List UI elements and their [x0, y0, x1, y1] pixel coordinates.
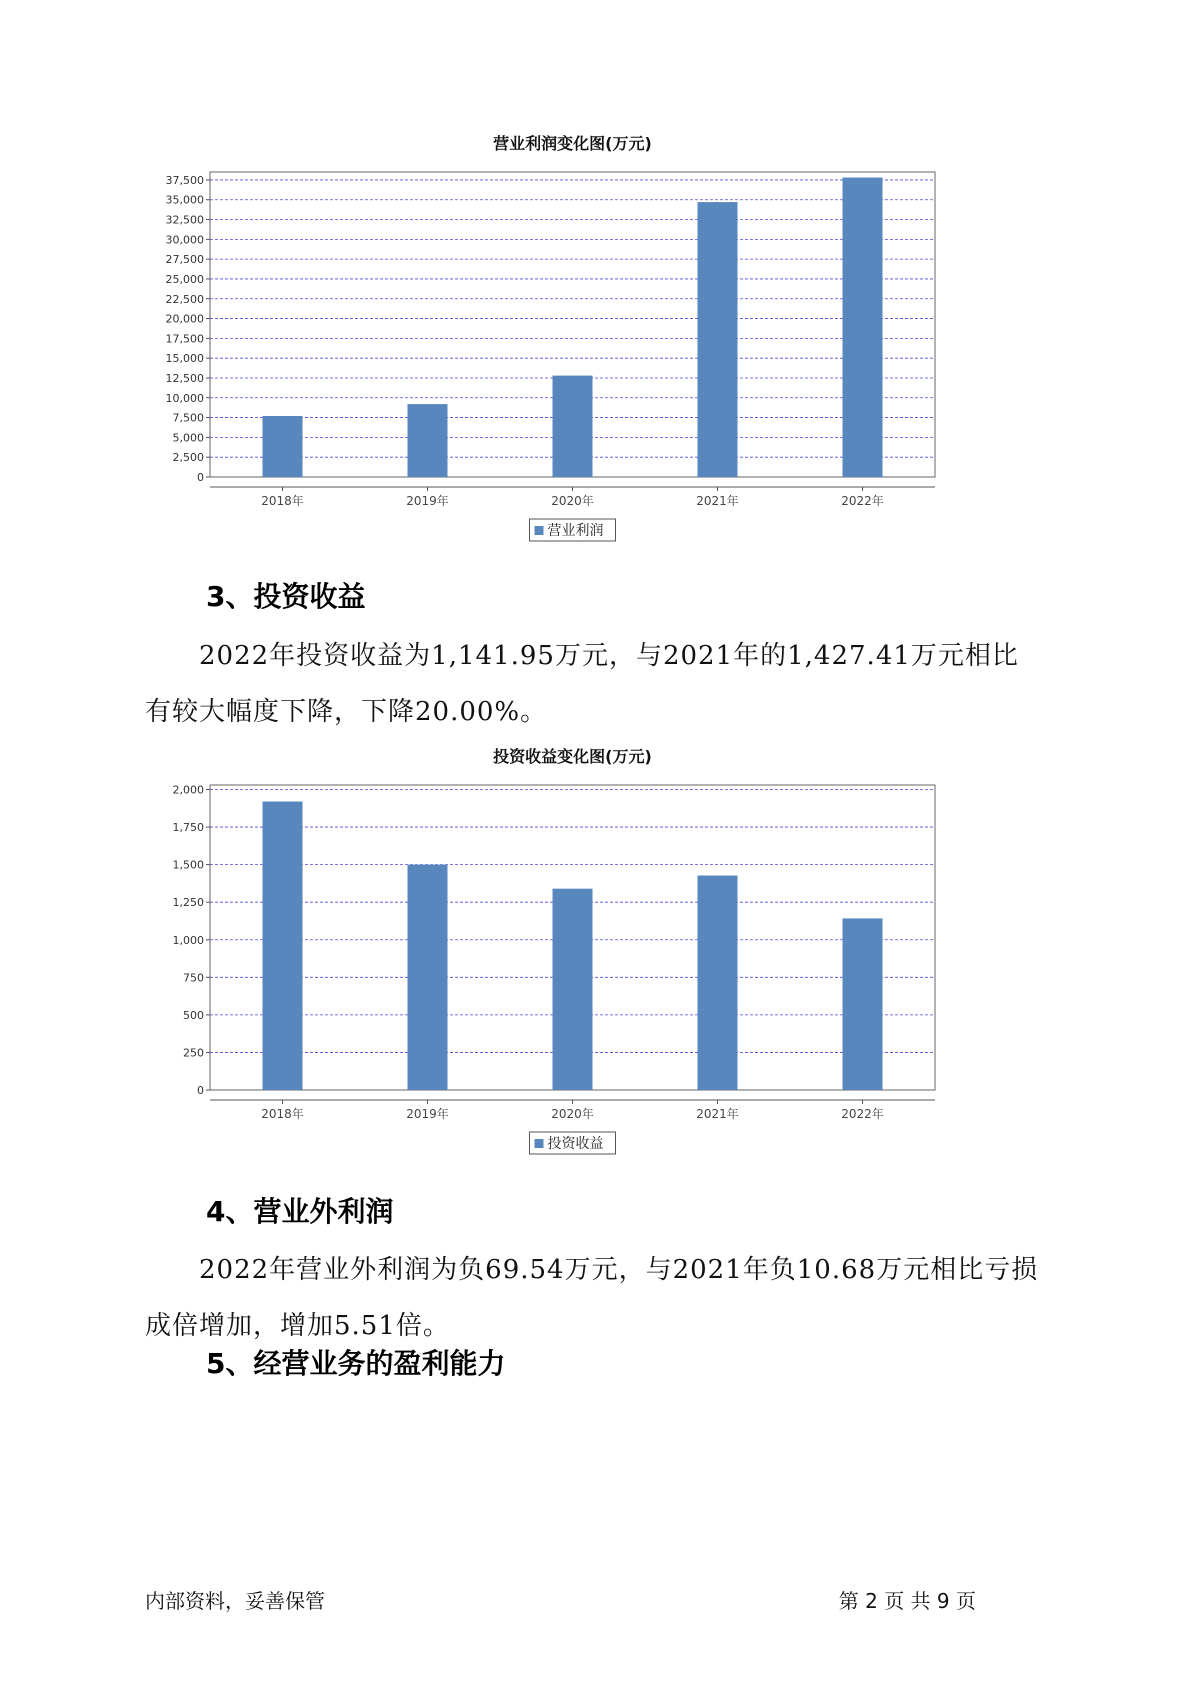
footer-confidential-note: 内部资料，妥善保管 — [145, 1589, 325, 1613]
footer-page-number: 第 2 页 共 9 页 — [838, 1589, 976, 1613]
x-tick-label: 2020年 — [551, 1107, 594, 1121]
bar-2021年 — [698, 202, 738, 477]
section-heading-business-profitability: 5、经营业务的盈利能力 — [206, 1347, 506, 1380]
y-tick-label: 0 — [197, 1084, 204, 1097]
x-tick-label: 2019年 — [406, 1107, 449, 1121]
bar-2022年 — [843, 178, 883, 477]
x-tick-label: 2022年 — [841, 1107, 884, 1121]
non-operating-profit-paragraph: 2022年营业外利润为负69.54万元，与2021年负10.68万元相比亏损成倍增加，增加5.51倍。 — [145, 1255, 1039, 1341]
y-tick-label: 37,500 — [165, 173, 204, 187]
x-tick-label: 2022年 — [841, 494, 884, 508]
bar-2018年 — [263, 416, 303, 477]
investment-income-paragraph: 2022年投资收益为1,141.95万元，与2021年的1,427.41万元相比有较大幅度下降，下降20.00%。 — [145, 641, 1019, 727]
legend-label: 营业利润 — [547, 523, 604, 539]
y-tick-label: 1,750 — [172, 821, 204, 835]
y-tick-label: 500 — [183, 1008, 204, 1022]
legend — [530, 1132, 616, 1154]
section-heading-non-operating-profit: 4、营业外利润 — [206, 1195, 394, 1228]
x-tick-label: 2020年 — [551, 494, 594, 508]
bar-2018年 — [263, 802, 303, 1090]
y-tick-label: 20,000 — [165, 312, 204, 326]
y-tick-label: 17,500 — [165, 332, 204, 346]
y-tick-label: 0 — [197, 471, 204, 484]
bar-2020年 — [553, 376, 593, 477]
section-heading-investment-income: 3、投资收益 — [206, 580, 366, 613]
y-tick-label: 5,000 — [172, 431, 204, 445]
bar-2021年 — [698, 876, 738, 1090]
y-tick-label: 15,000 — [165, 352, 204, 366]
bar-2019年 — [408, 865, 448, 1090]
y-tick-label: 35,000 — [165, 193, 204, 207]
y-tick-label: 12,500 — [165, 371, 204, 385]
legend-label: 投资收益 — [547, 1136, 604, 1152]
x-tick-label: 2021年 — [696, 1107, 739, 1121]
y-tick-label: 30,000 — [165, 233, 204, 247]
bar-2022年 — [843, 918, 883, 1090]
y-tick-label: 32,500 — [165, 213, 204, 227]
bar-2020年 — [553, 889, 593, 1090]
y-tick-label: 25,000 — [165, 272, 204, 286]
y-tick-label: 2,000 — [172, 783, 204, 797]
legend-swatch — [535, 1139, 544, 1148]
investment-income-chart — [150, 738, 1030, 1168]
bar-2019年 — [408, 404, 448, 477]
chart-title: 投资收益变化图(万元) — [493, 747, 652, 766]
y-tick-label: 250 — [183, 1046, 204, 1060]
y-tick-label: 750 — [183, 971, 204, 985]
y-tick-label: 2,500 — [172, 451, 204, 465]
y-tick-label: 1,500 — [172, 858, 204, 872]
y-tick-label: 1,000 — [172, 933, 204, 947]
y-tick-label: 10,000 — [165, 391, 204, 405]
x-tick-label: 2018年 — [261, 1107, 304, 1121]
legend-swatch — [535, 526, 544, 535]
chart-title: 营业利润变化图(万元) — [493, 134, 652, 153]
legend — [530, 519, 616, 541]
x-tick-label: 2021年 — [696, 494, 739, 508]
y-tick-label: 22,500 — [165, 292, 204, 306]
y-tick-label: 27,500 — [165, 253, 204, 267]
x-tick-label: 2019年 — [406, 494, 449, 508]
y-tick-label: 7,500 — [172, 411, 204, 425]
operating-profit-chart — [150, 125, 1030, 555]
x-tick-label: 2018年 — [261, 494, 304, 508]
y-tick-label: 1,250 — [172, 896, 204, 910]
